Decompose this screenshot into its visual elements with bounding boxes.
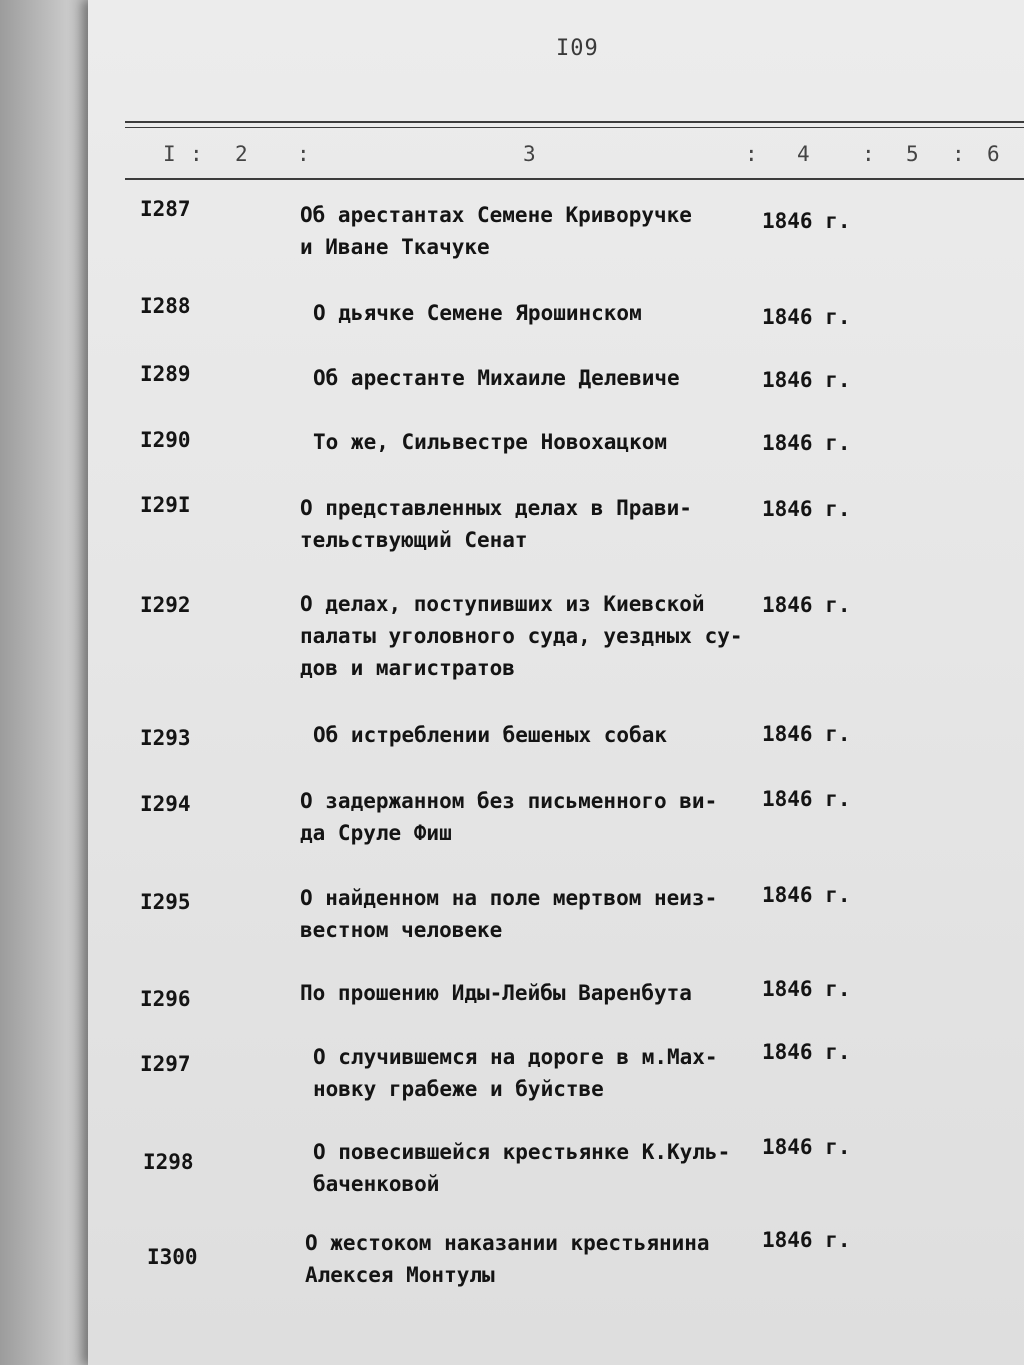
entry-title: О найденном на поле мертвом неиз- вестном человеке <box>300 886 718 942</box>
column-header-5: 5 <box>906 142 919 166</box>
entry-number: I289 <box>140 362 191 386</box>
entry-title: О повесившейся крестьянке К.Куль- баченковой <box>313 1140 731 1196</box>
entry-year: 1846 г. <box>762 787 851 811</box>
entry-title: О случившемся на дороге в м.Мах- новку грабеже и буйстве <box>313 1045 718 1101</box>
entry-title: О представленных делах в Прави- тельствующий Сенат <box>300 496 692 552</box>
entry-number: I297 <box>140 1052 191 1076</box>
entry-year: 1846 г. <box>762 977 851 1001</box>
entry-number: I29I <box>140 493 191 517</box>
column-header-1: I <box>163 142 176 166</box>
column-header-4: 4 <box>797 142 810 166</box>
column-header-3: 3 <box>523 142 536 166</box>
column-separator: : <box>745 142 758 166</box>
entry-number: I293 <box>140 726 191 750</box>
entry-number: I295 <box>140 890 191 914</box>
entry-year: 1846 г. <box>762 497 851 521</box>
entry-title: О жестоком наказании крестьянина Алексея Монтулы <box>305 1231 710 1287</box>
column-separator: : <box>297 142 310 166</box>
entry-title: Об арестантах Семене Криворучке и Иване Ткачуке <box>300 203 692 259</box>
entry-number: I292 <box>140 593 191 617</box>
column-separator: : <box>952 142 965 166</box>
column-separator: : <box>190 142 203 166</box>
entry-number: I296 <box>140 987 191 1011</box>
column-header-2: 2 <box>235 142 248 166</box>
entry-title: О задержанном без письменного ви- да Сруле Фиш <box>300 789 718 845</box>
entry-number: I287 <box>140 197 191 221</box>
entry-number: I300 <box>147 1245 198 1269</box>
entry-year: 1846 г. <box>762 1135 851 1159</box>
header-top-rule-inner <box>125 127 1024 128</box>
entry-year: 1846 г. <box>762 305 851 329</box>
entry-year: 1846 г. <box>762 209 851 233</box>
entry-title: О дьячке Семене Ярошинском <box>313 301 642 325</box>
entry-number: I290 <box>140 428 191 452</box>
entry-number: I294 <box>140 792 191 816</box>
entry-year: 1846 г. <box>762 431 851 455</box>
entry-year: 1846 г. <box>762 883 851 907</box>
entry-title: Об арестанте Михаиле Делевиче <box>313 366 680 390</box>
page-number: I09 <box>556 36 599 61</box>
entry-title: По прошению Иды-Лейбы Варенбута <box>300 981 692 1005</box>
header-bottom-rule <box>125 178 1024 180</box>
entry-title: То же, Сильвестре Новохацком <box>313 430 668 454</box>
entry-title: Об истреблении бешеных собак <box>313 723 668 747</box>
entry-year: 1846 г. <box>762 722 851 746</box>
entry-number: I288 <box>140 294 191 318</box>
entry-year: 1846 г. <box>762 1228 851 1252</box>
previous-page-edge <box>0 0 95 1365</box>
header-top-rule <box>125 121 1024 123</box>
column-header-6: 6 <box>987 142 1000 166</box>
entry-number: I298 <box>143 1150 194 1174</box>
entry-year: 1846 г. <box>762 593 851 617</box>
entry-year: 1846 г. <box>762 368 851 392</box>
entry-title: О делах, поступивших из Киевской палаты уголовного суда, уездных су- дов и магистратов <box>300 592 743 680</box>
column-separator: : <box>862 142 875 166</box>
entry-year: 1846 г. <box>762 1040 851 1064</box>
